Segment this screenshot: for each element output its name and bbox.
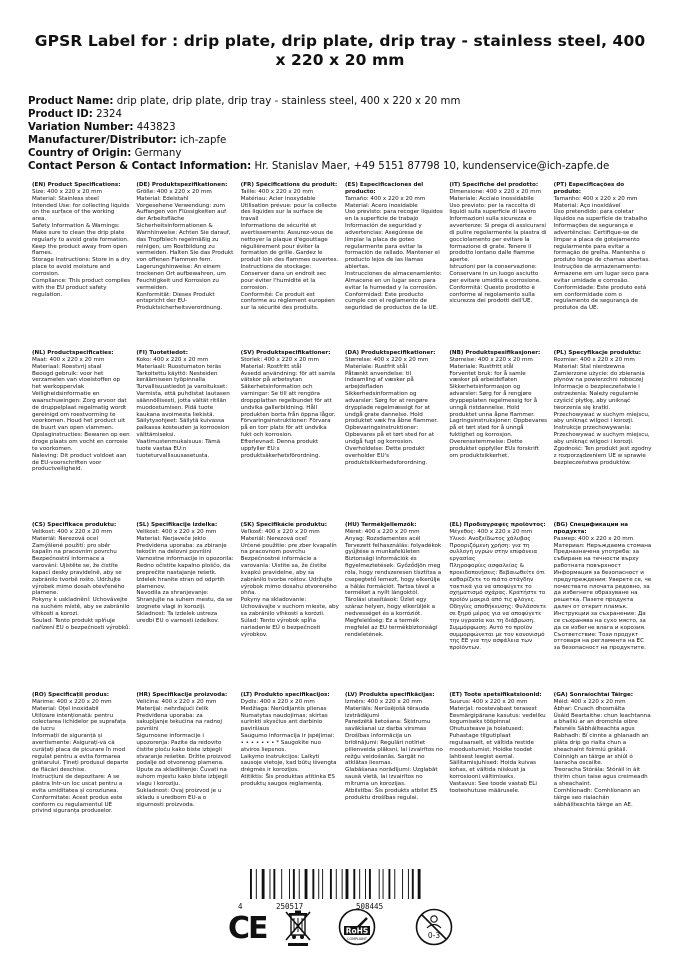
spec-heading: (PT) Especificações do produto: (553, 182, 625, 195)
spec-cell (345, 692, 443, 847)
spec-cell (554, 350, 652, 522)
spec-text: Velikost: 400 x 220 x 20 mm Materiál: Nerezová ocel Zamýšlené použití: pro sběr kapalin na pracovním povrchu Bezpečnostní informace a varování: Ujistěte se, že čistíte kapací desky pravidelně, aby se zabránilo tvorbě rošto. Udržujte výrobek mimo dosah otevřeného plamene. Pokyny k uskladnění: Uchovávejte na suchém místě, aby se zabránilo vlhkosti a korozi. Soulad: Tento produkt splňuje nařízení EU o bezpečnosti výrobků. (32, 528, 131, 631)
spec-text: Veľkosť: 400 x 220 x 20 mm Materiál: Nerezová oceľ Určené použitie: pre zber kvapalín na pracovnom povrchu Bezpečnostné informácie a varovania: Uistite sa, že čistíte kvapkú pravidelne, aby sa zabránilo tvorbe roštov. Udržujte výrobok mimo dosahu otvoreného ohňa. Pokyny na skladovanie: Uchovávajte v suchom mieste, aby sa zabránilo vlhkosti a korózii. Súlad: Tento výrobok spĺňa nariadenie EÚ o bezpečnosti výrobkov. (240, 528, 339, 638)
info-manufacturer: Manufacturer/Distributor: ich-zapfe (28, 134, 227, 146)
spec-cell (241, 522, 339, 692)
spec-cell (32, 350, 130, 522)
info-country-of-origin: Country of Origin: Germany (28, 147, 182, 159)
spec-heading: (CS) Specifikace produktu: (32, 522, 117, 528)
barcode-digit-first: 4 (238, 902, 243, 911)
spec-cell (554, 522, 652, 692)
spec-cell (449, 522, 547, 692)
barcode-bar (359, 869, 360, 899)
spec-cell (449, 350, 547, 522)
spec-heading: (NL) Productspecificaties: (32, 350, 114, 356)
spec-cell (32, 692, 130, 847)
spec-text: Storlek: 400 x 220 x 20 mm Material: Rostfritt stål Avsedd användning: för att samla vätskor på arbetsytan Säkerhetsinformation och varningar: Se till att rengöra droppplattan regelbundet för att undvika gallerbildning. Håll produkten borta från öppna lågor. Förvaringsinstruktioner: Förvara på en torr plats för att undvika fukt och korrosion. Efterlevnad: Denna produkt uppfyller EU:s produktsäkerhetsförordning. (240, 356, 336, 459)
barcode-group-right: 508445 (356, 902, 384, 911)
spec-heading: (DE) Produktspezifikationen: (136, 182, 228, 188)
spec-cell (136, 692, 234, 847)
barcode-bar (318, 869, 319, 899)
barcode-bar (418, 869, 421, 899)
spec-heading: (FI) Tuotetiedot: (136, 350, 188, 356)
barcode-bar (273, 869, 275, 899)
spec-heading: (SL) Specifikacije izdelka: (136, 522, 218, 528)
spec-heading: (SK) Špecifikácie produktu: (240, 522, 327, 528)
info-product-name: Product Name: drip plate, drip plate, drip tray - stainless steel, 400 x 220 x 20 mm (28, 96, 461, 107)
barcode-bar (388, 869, 390, 899)
spec-cell (241, 350, 339, 522)
spec-grid (32, 182, 652, 847)
barcode-bar (383, 869, 384, 899)
spec-cell (136, 182, 234, 350)
barcode-bar (256, 869, 257, 899)
weee-crossed-bin-icon (283, 909, 313, 947)
spec-text: Størrelse: 400 x 220 x 20 mm Materiale: Rustfritt stål Forventet bruk: for å samle væsker på arbeidsflaten Sikkerhetsinformasjon og advarsler: Sørg for å rengjøre dryppeplaten regelmessig for å unngå ristdannelse. Hold produktet unna åpne flammer. Lagringsinstruksjoner: Oppbevares på et tørt sted for å unngå fuktighet og korrosjon. Overensstemmelse: Dette produktet oppfyller EUs forskrift om produktsikkerhet. (449, 356, 548, 459)
spec-cell (345, 182, 443, 350)
spec-cell (241, 182, 339, 350)
spec-cell (136, 522, 234, 692)
spec-text: Μέγεθος: 400 x 220 x 20 mm Υλικό: Ανοξείδωτος χάλυβας Προοριζόμενη χρήση: για τη συλλογή υγρών στην επιφάνεια εργασίας Πληροφορίες ασφαλείας & προειδοποιήσεις: Βεβαιωθείτε ότι καθαρίζετε το πιάτο στάγδην τακτικά για να αποφύγετε το σχηματισμό σχάρας. Κρατήστε το προϊόν μακριά από τις φλόγες. Οδηγίες αποθήκευσης: Φυλάσσετε σε ξηρό μέρος για να αποφύγετε την υγρασία και τη διάβρωση. Συμμόρφωση: Αυτό το προϊόν συμμορφώνεται με τον κανονισμό της ΕΕ για την ασφάλεια των προϊόντων. (449, 528, 547, 652)
barcode-bar (262, 869, 265, 899)
spec-cell (345, 522, 443, 692)
spec-heading: (NB) Produktspesifikasjoner: (449, 350, 541, 356)
barcode-bar (408, 869, 409, 899)
barcode-bar (250, 869, 252, 899)
barcode-bar (346, 869, 349, 899)
spec-text: Taille: 400 x 220 x 20 mm Matériau: Acier inoxydable Utilisation prévue: pour la collecte des liquides sur la surface de travail Informations de sécurité et avertissements: Assurez-vous de nettoyer la plaque d'égouttage régulièrement pour éviter la formation de grille. Gardez le produit loin des flammes ouvertes. Instructions de stockage: Conserver dans un endroit sec pour éviter l'humidité et la corrosion. Conformité: Ce produit est conforme au règlement européen sur la sécurité des produits. (240, 188, 339, 312)
spec-text: Rozmiar: 400 x 220 x 20 mm Materiał: Stal nierdzewna Zamierzone użycie: do zbierania płynów na powierzchni roboczej Informacje o bezpieczeństwie i ostrzeżenia: Należy regularnie czyścić płytkę, aby uniknąć tworzenia się kratki. Przechowywać w suchym miejscu, aby uniknąć wilgoci i korozji. Instrukcje przechowywania: Przechowywać w suchym miejscu, aby uniknąć wilgoci i korozji. Zgodność: Ten produkt jest zgodny z rozporządzeniem UE w sprawie bezpieczeństwa produktów. (553, 356, 652, 466)
spec-heading: (HU) Termékjellemzők: (345, 522, 417, 528)
barcode-bar (342, 869, 343, 899)
barcode-group-left: 250517 (276, 902, 304, 911)
spec-text: Mărime: 400 x 220 x 20 mm Material: Oțel inoxidabil Utilizare intenționată: pentru colectarea lichidelor pe suprafața de lucru Informații de siguranță și avertismente: Asigurați-vă că curățați placa de picurare în mod regulat pentru a evita formarea grătarului. Țineți produsul departe de flăcări deschise. Instrucțiuni de depozitare: A se păstra într-un loc uscat pentru a evita umiditatea și coroziunea. Conformitate: Acest produs este conform cu regulamentul UE privind siguranța produselor. (32, 698, 129, 815)
barcode-bar (379, 869, 380, 899)
rohs-label: RoHS (345, 926, 369, 936)
info-variation-number: Variation Number: 443823 (28, 121, 176, 133)
barcode-bar (299, 869, 300, 899)
barcode-bar (312, 869, 314, 899)
spec-heading: (ES) Especificaciones del producto: (345, 182, 424, 195)
spec-text: Größe: 400 x 220 x 20 mm Material: Edelstahl Vorgesehene Verwendung: zum Auffangen von Flüssigkeiten auf der Arbeitsfläche Sicherheitsinformationen & Warnhinweise: Achten Sie darauf, das Tropfblech regelmäßig zu reinigen, um Rostbildung zu vermeiden. Halten Sie das Produkt von offenen Flammen fern. Lagerungshinweise: An einem trockenen Ort aufbewahren, um Feuchtigkeit und Korrosion zu vermeiden. Konformität: Dieses Produkt entspricht der EU-Produktsicherheitsverordnung. (136, 188, 234, 312)
spec-text: Size: 400 x 220 x 20 mm Material: Stainless steel Intended Use: for collecting liquids on the surface of the working area. Safety Information & Warnings: Make sure to clean the drip plate regularly to avoid grate formation. Keep the product away from open flames. Storage Instructions: Store in a dry place to avoid moisture and corrosion. Compliance: This product complies with the EU product safety regulation. (32, 188, 131, 298)
not-for-children-0-3-icon (415, 908, 453, 946)
spec-heading: (LT) Produkto specifikacijos: (240, 692, 330, 698)
spec-heading: (LV) Produkta specifikācijas: (345, 692, 435, 698)
spec-text: Dimensione: 400 x 220 x 20 mm Materiale: Acciaio inossidabile Uso previsto: per la raccolta di liquidi sulla superficie di lavoro Informazioni sulla sicurezza e avvertenze: Si prega di assicurarsi di pulire regolarmente la piastra di gocciolamento per evitare la formazione di grate. Tenere il prodotto lontano dalle fiamme aperte. Istruzioni per la conservazione: Conservare in un luogo asciutto per evitare umidità e corrosione. Conformità: Questo prodotto è conforme al regolamento sulla sicurezza dei prodotti dell'UE. (449, 188, 547, 305)
spec-cell (345, 350, 443, 522)
spec-text: Velikost: 400 x 220 x 20 mm Material: Nerjaveče jeklo Predvidena uporaba: za zbiranje tekočin na delovni površini Varnostne informacije in opozorila: Redno očistite kapalno ploščo, da preprečite nastajanje rešetk. Izdelek hranite stran od odprtih plamenov. Navodila za shranjevanje: Shranjujte na suhem mestu, da se izognete vlagi in koroziji. Skladnost: Ta izdelek ustreza uredbi EU o varnosti izdelkov. (136, 528, 234, 624)
barcode-bar (305, 869, 308, 899)
spec-text: Izmērs: 400 x 220 x 20 mm Materiāls: Nerūsējošā tērauda izstrādājumi Paredzētā lietošana: Šķidrumu savākšanai uz darba virsmas Drošības informācija un brīdinājumi: Regulāri notīriet pilienveida plāksni, lai izvairītos no režģu veidošanās. Sargāt no atklātas liesmas. Glabāšanas norādījumi: Uzglabāt sausā vietā, lai izvairītos no mitruma un korozijas. Atbilstība: Šis produkts atbilst ES produktu drošības regulai. (345, 698, 443, 801)
barcode-bar (365, 869, 366, 899)
barcode (250, 869, 425, 899)
spec-text: Koko: 400 x 220 x 20 mm Materiaali: Ruostumaton teräs Tarkoitettu käyttö: Nesteiden keräämiseen työpinnalla Turvallisuustiedot ja varoitukset: Varmista, että puhdistat lautasen säännöllisesti, jotta vältät ritilän muodostumisen. Pidä tuote kaukana avoimesta liekistä. Säilytysohjeet: Säilytä kuivassa paikassa kosteuden ja korroosion välttämiseksi. Vaatimustenmukaisuus: Tämä tuote vastaa EU:n tuoteturvallisuusasetusta. (136, 356, 230, 459)
spec-text: Размер: 400 x 220 x 20 mm Материал: Неръждаема стомана Предназначена употреба: за събиране на течности върху работната повърхност Информация за безопасност и предупреждения: Уверете се, че почиствате плочата редовно, за да избегнете образуване на решетка. Пазете продукта далеч от открит пламък. Инструкции за съхранение: Да се съхранява на сухо място, за да се избегне влага и корозия. Съответствие: Този продукт отговаря на регламента на ЕС за безопасност на продуктите. (553, 535, 652, 652)
barcode-bar (336, 869, 337, 899)
spec-heading: (IT) Specifiche del prodotto: (449, 182, 539, 188)
spec-heading: (FR) Spécifications du produit: (240, 182, 338, 188)
info-product-id: Product ID: 2324 (28, 108, 122, 120)
spec-cell (32, 522, 130, 692)
spec-cell (449, 182, 547, 350)
spec-heading: (GA) Sonraíochtaí Táirge: (553, 692, 633, 698)
ce-mark-icon: CE (228, 911, 267, 946)
footer-marks (0, 855, 680, 945)
spec-text: Suurus: 400 x 220 x 20 mm Materjal: roostevabast terasest Eesmärgipärane kasutus: vedeliku kogumiseks tööpinnal Ohutusteave ja hoiatused: Puhastage tilgutiplaat regulaarselt, et vältida restide moodustumist. Hoidke toodet lahtisest leegist eemal. Säilitamisjuhised: Hoida kuivas kohas, et vältida niiskust ja korrosiooni vältimiseks. Vastavus: See toode vastab ELi tooteohutuse määrusele. (449, 698, 546, 794)
barcode-bar (281, 869, 282, 899)
spec-heading: (SV) Produktspecifikationer: (240, 350, 331, 356)
spec-heading: (DA) Produktspecifikationer: (345, 350, 436, 356)
spec-cell (241, 692, 339, 847)
age-range-label: 0-3 (427, 931, 441, 940)
spec-text: Dydis: 400 x 220 x 20 mm Medžiaga: Nerūdijantis plienas Numatytas naudojimas: skirtas surinkti skysčius ant darbinio paviršiaus Saugumo informacija ir įspėjimai: • • • • • • • * Saugokite nuo atviros liepsnos. Laikymo instrukcijos: Laikyti sausoje vietoje, kad būtų išvengta drėgmės ir korozijos. Atitiktis: Šis produktas atitinka ES produktų saugos reglamentą. (240, 698, 337, 787)
barcode-bar (289, 869, 290, 899)
spec-text: Tamaño: 400 x 220 x 20 mm Material: Acero inoxidable Uso previsto: para recoger líquidos en la superficie de trabajo Información de seguridad y advertencias: Asegúrese de limpiar la placa de goteo regularmente para evitar la formación de rallado. Mantener el producto lejos de las llamas abiertas. Instrucciones de almacenamiento: Almacene en un lugar seco para evitar la humedad y la corrosión. Conformidad: Este producto cumple con el reglamento de seguridad de productos de la UE. (345, 195, 443, 312)
page-title: GPSR Label for : drip plate, drip plate, drip tray - stainless steel, 400 x 220 x 20 mm (34, 32, 646, 69)
spec-text: Veličina: 400 x 220 x 20 mm Materijal: nehrđajući čelik Predviđena uporaba: za sakupljanje tekućina na radnoj površini Sigurnosne informacije i upozorenja: Pazite da redovito čistite ploču kako biste izbjegli stvaranje rešetke. Držite proizvod podalje od otvorenog plamena. Upute za skladištenje: Čuvati na suhom mjestu kako biste izbjegli vlagu i koroziju. Sukladnost: Ovaj proizvod je u skladu s uredbom EU-a o sigurnosti proizvoda. (136, 698, 231, 808)
spec-text: Méret: 400 x 220 x 20 mm Anyag: Rozsdamentes acél Tervezett felhasználás: folyadékok gyűjtése a munkafelületen Biztonsági információk és figyelmeztetések: Győződjön meg róla, hogy rendszeresen tisztítsa a csepegtető lemezt, hogy elkerülje a hálás formációt. Tartsa távol a terméket a nyílt lángoktól. Tárolási utasítások: Üzlet egy száraz helyen, hogy elkerüljék a nedvességet és a korróziót. Megfelelőség: Ez a termék megfelel az EU termékbiztonsági rendeletének. (345, 528, 442, 638)
rohs-compliant-icon (338, 908, 376, 946)
spec-heading: (BG) Спецификации на продукта: (553, 522, 629, 535)
spec-heading: (ET) Toote spetsifikatsioonid: (449, 692, 542, 698)
rohs-sub-label: COMPLIANT (347, 937, 367, 941)
barcode-bar (353, 869, 355, 899)
spec-heading: (RO) Specificații produs: (32, 692, 110, 698)
spec-cell (136, 350, 234, 522)
spec-cell (449, 692, 547, 847)
spec-cell (554, 182, 652, 350)
spec-heading: (PL) Specyfikacje produktu: (553, 350, 641, 356)
product-info-block (28, 96, 652, 173)
spec-text: Maat: 400 x 220 x 20 mm Materiaal: Roestvrij staal Beoogd gebruik: voor het verzamelen van vloeistoffen op het werkoppervlak Veiligheidsinformatie en waarschuwingen: Zorg ervoor dat de druppelplaat regelmatig wordt gereinigd om roestvorming te voorkomen. Houd het product uit de buurt van open vlammen. Opslaginstructies: Bewaren op een droge plaats om vocht en corrosie te voorkomen. Naleving: Dit product voldoet aan de EU-voorschriften voor productveiligheid. (32, 356, 130, 473)
barcode-bar (330, 869, 332, 899)
barcode-bar (369, 869, 371, 899)
spec-heading: (HR) Specifikacije proizvoda: (136, 692, 228, 698)
spec-heading: (EN) Product Specifications: (32, 182, 121, 188)
spec-cell (554, 692, 652, 847)
barcode-bar (270, 869, 271, 899)
barcode-bar (293, 869, 295, 899)
barcode-bar (402, 869, 403, 899)
spec-text: Tamanho: 400 x 220 x 20 mm Material: Aço inoxidável Uso pretendido: para coletar líquidos na superfície de trabalho Informações de segurança e advertências: Certifique-se de limpar a placa de gotejamento regularmente para evitar a formação de grelha. Mantenha o produto longe de chamas abertas. Instruções de armazenamento: Armazene em um lugar seco para evitar umidade e corrosão. Conformidade: Este produto está em conformidade com o regulamento de segurança de produtos da UE. (553, 195, 651, 312)
barcode-bar (412, 869, 414, 899)
barcode-bar (394, 869, 395, 899)
spec-text: Méid: 400 x 220 x 20 mm Ábhar: Cruach dhosmálta Úsáid Beartaithe: chun leachtanna a bhailiú ar an dromchla oibre Faisnéis Sábháilteachta agus Rabhadh: Bí cinnte a ghlanadh an pláta drip go rialta chun a sheachaint foirmiú grátáil. Coinnigh an táirge ar shiúl ó lasracha oscailte. Treoracha Stórála: Stóráil in áit thirim chun taise agus creimeadh a sheachaint. Comhlíonadh: Comhlíonann an táirge seo rialachán sábháilteachta táirge an AE. (553, 698, 651, 808)
spec-heading: (EL) Προδιαγραφές προϊόντος: (449, 522, 546, 528)
spec-cell (32, 182, 130, 350)
barcode-bar (322, 869, 323, 899)
info-contact: Contact Person & Contact Information: Hr. Stanislav Maer, +49 5151 87798 10, kundenservice@ich-zapfe.de (28, 160, 610, 172)
spec-text: Størrelse: 400 x 220 x 20 mm Materiale: Rustfrit stål Påtænkt anvendelse: til indsamling af væsker på arbejdsfladen Sikkerhedsinformation og advarsler: Sørg for at rengøre drypplade regelmæssigt for at undgå grate dannelse. Hold produktet væk fra åbne flammer. Opbevaringsinstruktioner: Opbevares på et tørt sted for at undgå fugt og korrosion. Overholdelse: Dette produkt overholder EU's produktsikkerhedsforordning. (345, 356, 438, 466)
